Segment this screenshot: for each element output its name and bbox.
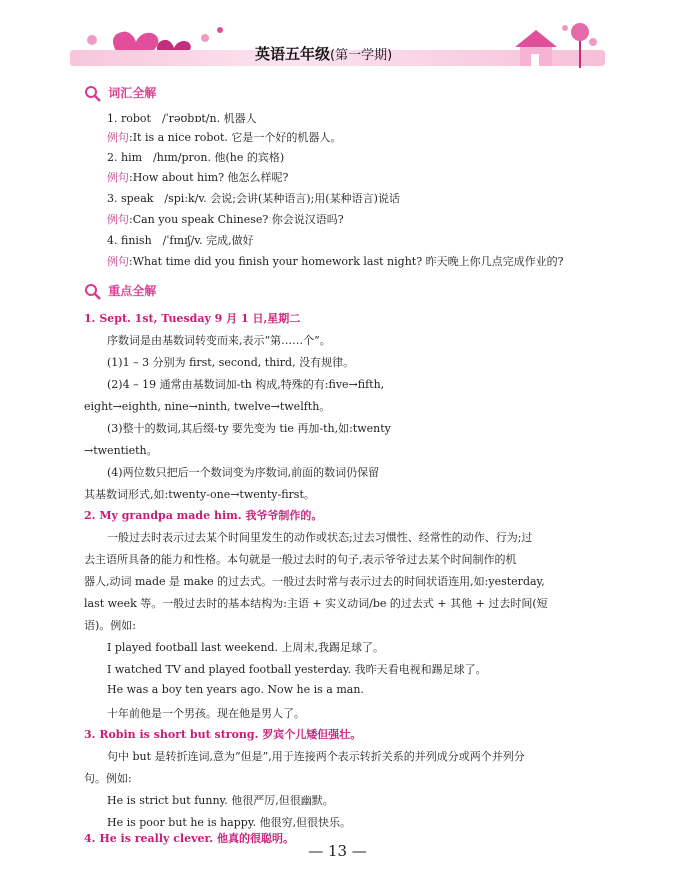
vocab-entry: 1. robot /ˈrəʊbɒt/n. 机器人	[107, 112, 257, 125]
point-example: I watched TV and played football yesterday. 我昨天看电视和踢足球了。	[107, 663, 487, 676]
point-line: (4)两位数只把后一个数词变为序数词,前面的数词仍保留	[107, 466, 380, 479]
point-line: 句中 but 是转折连词,意为“但是”,用于连接两个表示转折关系的并列成分或两个并列分	[107, 750, 525, 763]
vocab-entry: 2. him /hɪm/pron. 他(he 的宾格)	[107, 151, 285, 164]
point-line: (2)4 – 19 通常由基数词加-th 构成,特殊的有:five→fifth,	[107, 378, 385, 391]
vocab-example: 例句:How about him? 他怎么样呢?	[107, 171, 289, 184]
house-decoration	[495, 20, 605, 75]
point-example: He is strict but funny. 他很严厉,但很幽默。	[107, 794, 334, 807]
point-line: 器人,动词 made 是 make 的过去式。一般过去时常与表示过去的时间状语连用,如:yesterday,	[84, 575, 545, 588]
point-line: 句。例如:	[84, 772, 132, 785]
point-example: I played football last weekend. 上周末,我踢足球了。	[107, 641, 384, 654]
point-line: 去主语所具备的能力和性格。本句就是一般过去时的句子,表示爷爷过去某个时间制作的机	[84, 553, 517, 566]
point-line: (1)1 – 3 分别为 first, second, third, 没有规律。	[107, 356, 355, 369]
vocab-example: 例句:What time did you finish your homework last night? 昨天晚上你几点完成作业的?	[107, 255, 564, 268]
point-example: He is poor but he is happy. 他很穷,但很快乐。	[107, 816, 352, 829]
magnifier-icon	[84, 283, 102, 301]
point-title: 1. Sept. 1st, Tuesday 9 月 1 日,星期二	[84, 312, 301, 325]
page-header	[70, 20, 605, 75]
point-example: 十年前他是一个男孩。现在他是男人了。	[107, 707, 305, 720]
point-title: 4. He is really clever. 他真的很聪明。	[84, 832, 294, 845]
point-line: (3)整十的数词,其后缀-ty 要先变为 tie 再加-th,如:twenty	[107, 422, 391, 435]
magnifier-icon	[84, 85, 102, 103]
point-title: 3. Robin is short but strong. 罗宾个儿矮但强壮。	[84, 728, 362, 741]
point-line: 语)。例如:	[84, 619, 136, 632]
header-title: 英语五年级(第一学期)	[255, 45, 393, 63]
point-line: 序数词是由基数词转变而来,表示“第……个”。	[107, 334, 331, 347]
vocab-example: 例句:It is a nice robot. 它是一个好的机器人。	[107, 131, 342, 144]
vocab-heading: 词汇全解	[84, 84, 156, 103]
point-line: eight→eighth, nine→ninth, twelve→twelfth。	[84, 400, 331, 413]
vocab-entry: 4. finish /ˈfɪnɪʃ/v. 完成,做好	[107, 234, 254, 247]
point-example: He was a boy ten years ago. Now he is a man.	[107, 683, 364, 696]
key-points-heading: 重点全解	[84, 282, 156, 301]
page-number: — 13 —	[308, 842, 367, 860]
point-title: 2. My grandpa made him. 我爷爷制作的。	[84, 509, 323, 522]
point-line: 一般过去时表示过去某个时间里发生的动作或状态;过去习惯性、经常性的动作、行为;过	[107, 531, 533, 544]
point-line: last week 等。一般过去时的基本结构为:主语 + 实义动词/be 的过去式 + 其他 + 过去时间(短	[84, 597, 548, 610]
heart-decoration	[70, 20, 245, 75]
point-line: 其基数词形式,如:twenty-one→twenty-first。	[84, 488, 315, 501]
vocab-example: 例句:Can you speak Chinese? 你会说汉语吗?	[107, 213, 344, 226]
vocab-entry: 3. speak /spiːk/v. 会说;会讲(某种语言);用(某种语言)说话	[107, 192, 400, 205]
point-line: →twentieth。	[84, 444, 158, 457]
